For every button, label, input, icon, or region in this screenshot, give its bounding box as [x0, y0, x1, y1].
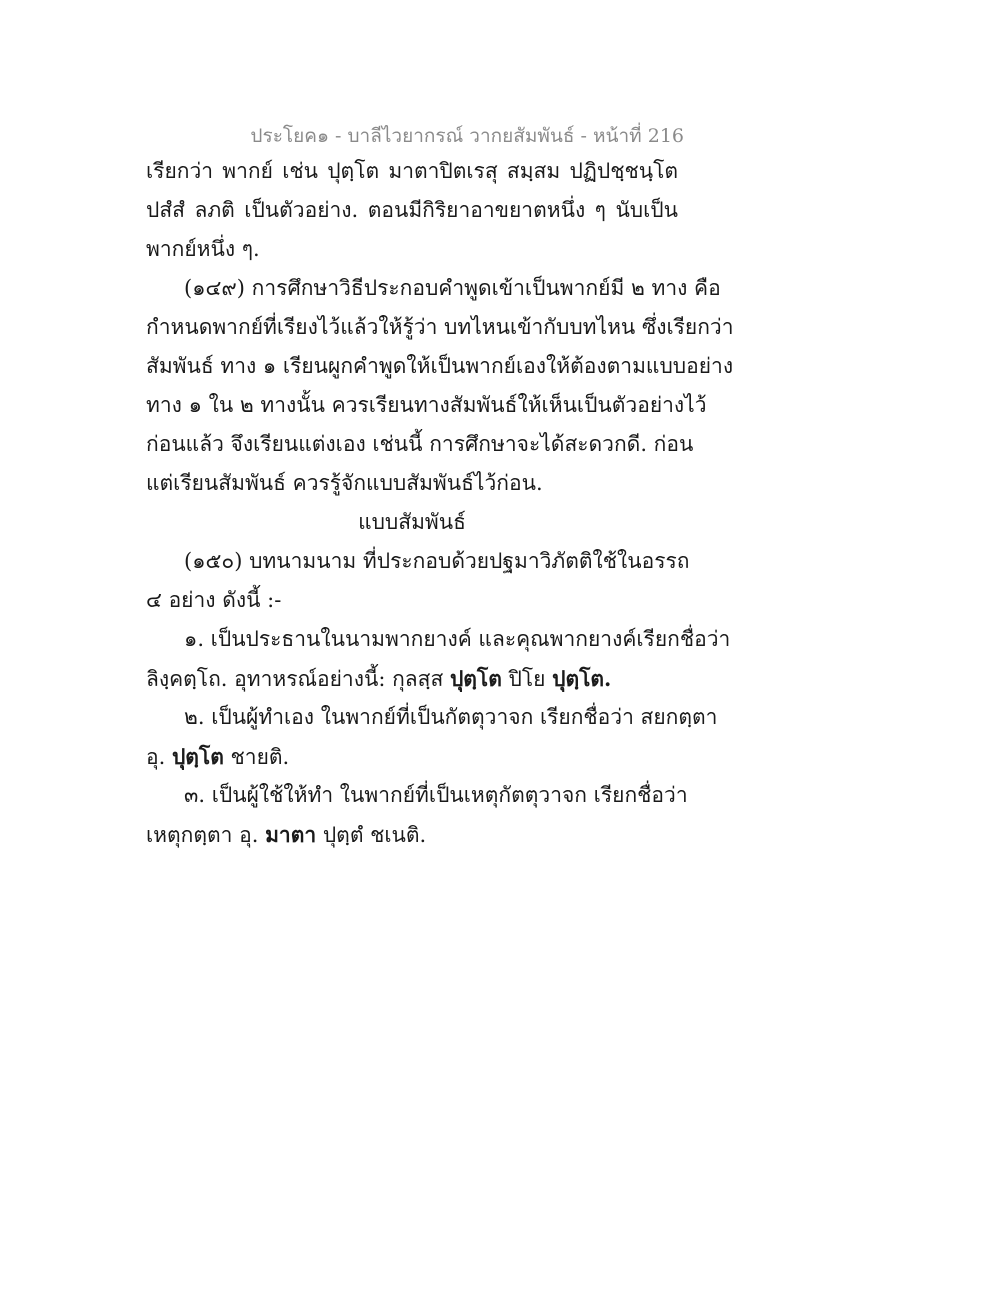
item-2-prefix: อุ. — [146, 745, 172, 769]
body-text — [146, 152, 734, 854]
paragraph-149-line-4: ทาง ๑ ใน ๒ ทางนั้น ควรเรียนทางสัมพันธ์ให้เห็นเป็นตัวอย่างไว้ — [146, 393, 707, 417]
item-3-line-1: ๓. เป็นผู้ใช้ให้ทำ ในพากย์ที่เป็นเหตุกัตตุวาจก เรียกชื่อว่า — [184, 783, 688, 807]
paragraph-149-line-3: สัมพันธ์ ทาง ๑ เรียนผูกคำพูดให้เป็นพากย์เองให้ต้องตามแบบอย่าง — [146, 354, 734, 378]
item-1-text: ลิงฺคตฺโถ. อุทาหรณ์อย่างนี้: กุลสฺส — [146, 667, 450, 691]
text-line-3: พากย์หนึ่ง ๆ. — [146, 237, 260, 261]
item-1-line-1: ๑. เป็นประธานในนามพากยางค์ และคุณพากยางค์เรียกชื่อว่า — [184, 627, 731, 651]
item-3-line-2 — [146, 815, 678, 854]
paragraph-150-line-2: ๔ อย่าง ดังนี้ :- — [146, 588, 282, 612]
item-1-text-mid: ปิโย — [501, 667, 553, 691]
item-2-suffix: ชายติ. — [223, 745, 290, 769]
item-2-line-1: ๒. เป็นผู้ทำเอง ในพากย์ที่เป็นกัตตุวาจก เรียกชื่อว่า สยกตฺตา — [184, 705, 718, 729]
item-2-line-2 — [146, 737, 678, 776]
text-line-1: เรียกว่า พากย์ เช่น ปุตฺโต มาตาปิตเรสุ สมฺสม ปฏิปชฺชนฺโต — [146, 159, 678, 183]
item-1-line-2 — [146, 659, 678, 698]
text-line-2: ปสํสํ ลภติ เป็นตัวอย่าง. ตอนมีกิริยาอาขยาตหนึ่ง ๆ นับเป็น — [146, 198, 678, 222]
paragraph-149-line-1: (๑๔๙) การศึกษาวิธีประกอบคำพูดเข้าเป็นพากย์มี ๒ ทาง คือ — [184, 276, 721, 300]
running-head: ประโยค๑ - บาลีไวยากรณ์ วากยสัมพันธ์ - หน้าที่ 216 — [250, 125, 684, 147]
example-word-bold-2: ปุตฺโต. — [552, 666, 612, 691]
paragraph-149-line-5: ก่อนแล้ว จึงเรียนแต่งเอง เช่นนี้ การศึกษาจะได้สะดวกดี. ก่อน — [146, 432, 694, 456]
example-word-bold-4: มาตา — [265, 822, 317, 847]
section-heading: แบบสัมพันธ์ — [358, 510, 466, 534]
paragraph-149-line-2: กำหนดพากย์ที่เรียงไว้แล้วให้รู้ว่า บทไหนเข้ากับบทไหน ซึ่งเรียกว่า — [146, 315, 734, 339]
item-3-suffix: ปุตฺตํ ชเนติ. — [316, 823, 427, 847]
item-3-prefix: เหตุกตฺตา อุ. — [146, 823, 266, 847]
example-word-bold-3: ปุตฺโต — [171, 744, 224, 769]
paragraph-150-line-1: (๑๕๐) บทนามนาม ที่ประกอบด้วยปฐมาวิภัตติใช้ในอรรถ — [184, 549, 690, 573]
example-word-bold: ปุตฺโต — [449, 666, 502, 691]
paragraph-149-line-6: แต่เรียนสัมพันธ์ ควรรู้จักแบบสัมพันธ์ไว้ก่อน. — [146, 471, 543, 495]
